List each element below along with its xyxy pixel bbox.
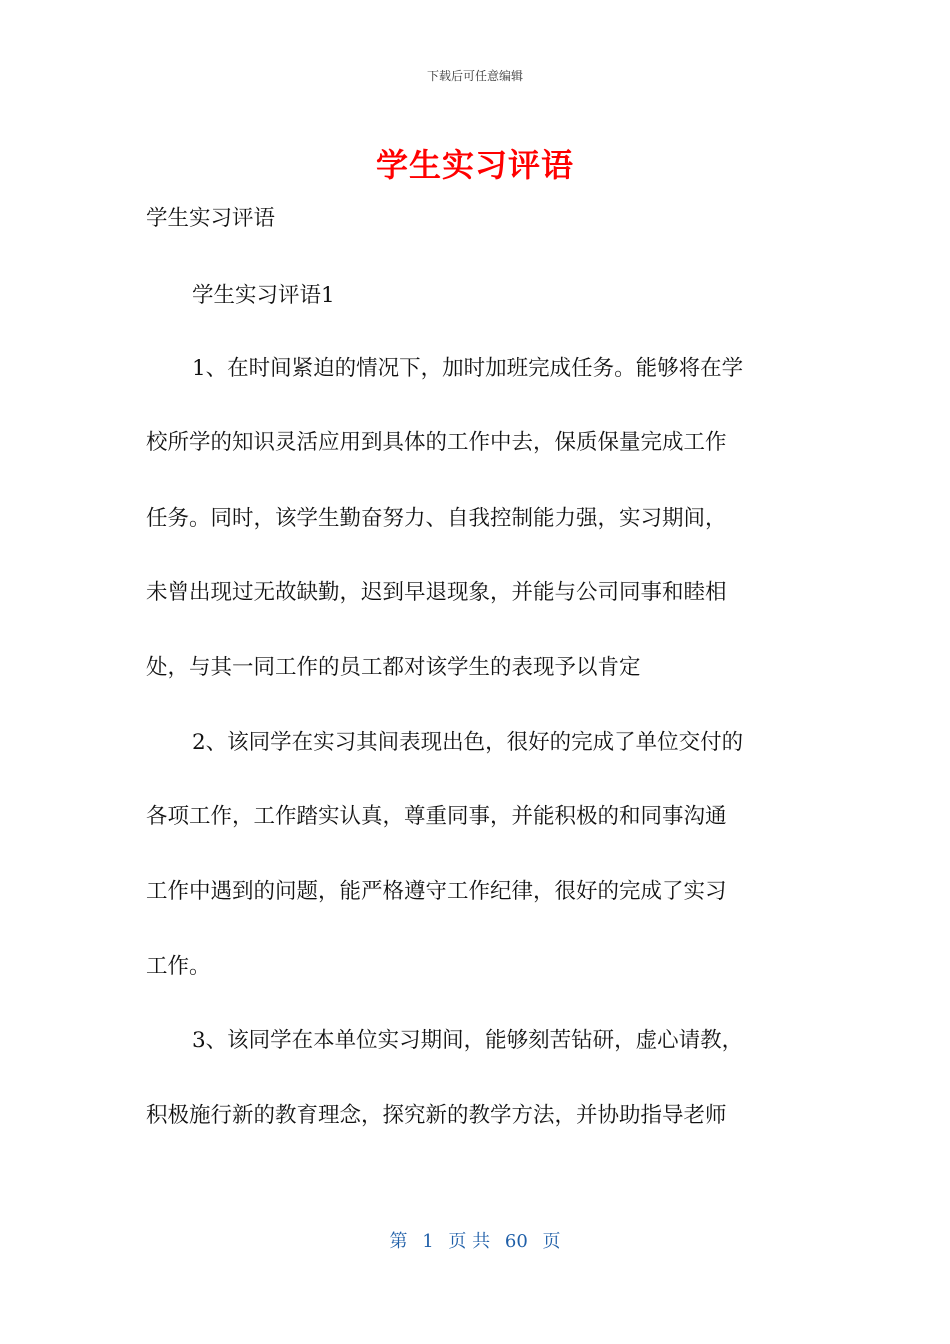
subtitle: 学生实习评语	[146, 206, 276, 231]
page-footer	[0, 1227, 950, 1253]
section-heading: 学生实习评语1	[192, 283, 335, 308]
footer-total-pages: 60	[504, 1231, 528, 1252]
paragraph-line: 各项工作，工作踏实认真，尊重同事，并能积极的和同事沟通	[146, 804, 727, 829]
document-title: 学生实习评语	[375, 146, 574, 184]
footer-middle: 页 共	[448, 1231, 491, 1252]
footer-suffix: 页	[542, 1231, 561, 1252]
header-note: 下载后可任意编辑	[426, 69, 523, 83]
paragraph-line: 工作。	[146, 954, 211, 979]
paragraph-line: 校所学的知识灵活应用到具体的工作中去，保质保量完成工作	[146, 430, 727, 455]
paragraph-line: 工作中遇到的问题，能严格遵守工作纪律，很好的完成了实习	[146, 879, 727, 904]
paragraph-line: 积极施行新的教育理念，探究新的教学方法，并协助指导老师	[146, 1103, 727, 1128]
paragraph-line: 1、在时间紧迫的情况下，加时加班完成任务。能够将在学	[192, 356, 744, 381]
paragraph-line: 未曾出现过无故缺勤，迟到早退现象，并能与公司同事和睦相	[146, 580, 727, 605]
paragraph-line: 3、该同学在本单位实习期间，能够刻苦钻研，虚心请教，	[192, 1028, 744, 1053]
paragraph-line: 任务。同时，该学生勤奋努力、自我控制能力强，实习期间，	[146, 506, 727, 531]
paragraph-line: 处，与其一同工作的员工都对该学生的表现予以肯定	[146, 655, 641, 680]
paragraph-line: 2、该同学在实习其间表现出色，很好的完成了单位交付的	[192, 730, 744, 755]
footer-prefix: 第	[389, 1231, 408, 1252]
footer-page-number: 1	[422, 1231, 434, 1252]
